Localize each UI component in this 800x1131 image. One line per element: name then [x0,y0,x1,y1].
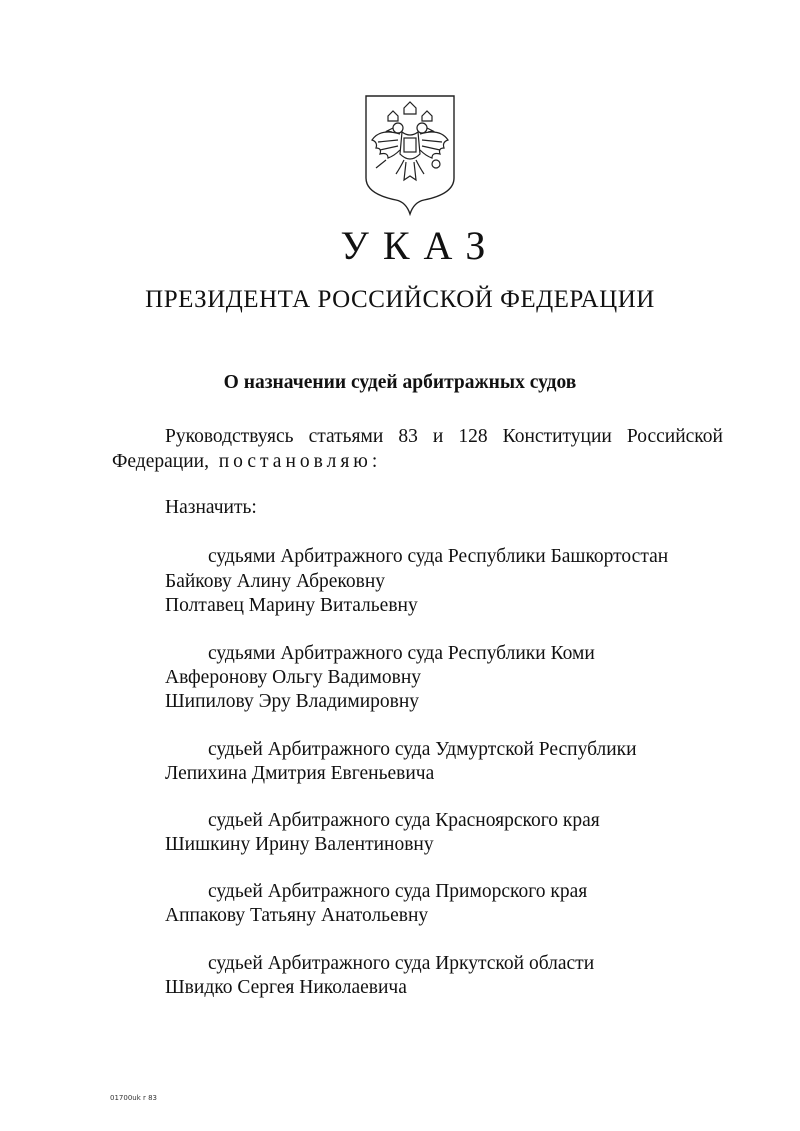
appointee-name: Аппакову Татьяну Анатольевну [165,905,429,926]
court-line: судьей Арбитражного суда Красноярского края [208,810,600,831]
preamble-word: Конституции [502,426,612,447]
document-subtitle: ПРЕЗИДЕНТА РОССИЙСКОЙ ФЕДЕРАЦИИ [145,286,655,313]
appointee-name: Лепихина Дмитрия Евгеньевича [165,763,435,784]
court-line: судьей Арбитражного суда Иркутской области [208,953,595,974]
preamble-word: Российской [626,426,723,447]
preamble-word: статьями [308,426,384,447]
appointee-name: Шишкину Ирину Валентиновну [165,834,434,855]
preamble-word: 128 [458,426,488,447]
preamble-word: 83 [398,426,418,447]
document-title: УКАЗ [340,223,500,268]
document-heading: О назначении судей арбитражных судов [223,372,577,393]
court-line: судьями Арбитражного суда Республики Башкортостан [208,546,669,567]
preamble-text: Федерации, [112,451,209,472]
appointee-name: Швидко Сергея Николаевича [165,977,407,998]
appoint-label: Назначить: [165,497,257,518]
court-line: судьей Арбитражного суда Удмуртской Республики [208,739,637,760]
appointee-name: Полтавец Марину Витальевну [165,595,418,616]
coat-of-arms-icon [362,94,458,216]
footer-code: 01700uk r 83 [110,1094,157,1102]
court-line: судьей Арбитражного суда Приморского края [208,881,588,902]
court-line: судьями Арбитражного суда Республики Коми [208,643,595,664]
appointee-name: Авферонову Ольгу Вадимовну [165,667,422,688]
preamble-line-2 [112,451,381,473]
preamble-line-1 [165,426,723,448]
appointee-name: Шипилову Эру Владимировну [165,691,420,712]
preamble-word: и [432,426,444,447]
preamble-word: Руководствуясь [165,426,294,447]
preamble-decree-word: постановляю: [218,451,382,472]
appointee-name: Байкову Алину Абрековну [165,571,386,592]
